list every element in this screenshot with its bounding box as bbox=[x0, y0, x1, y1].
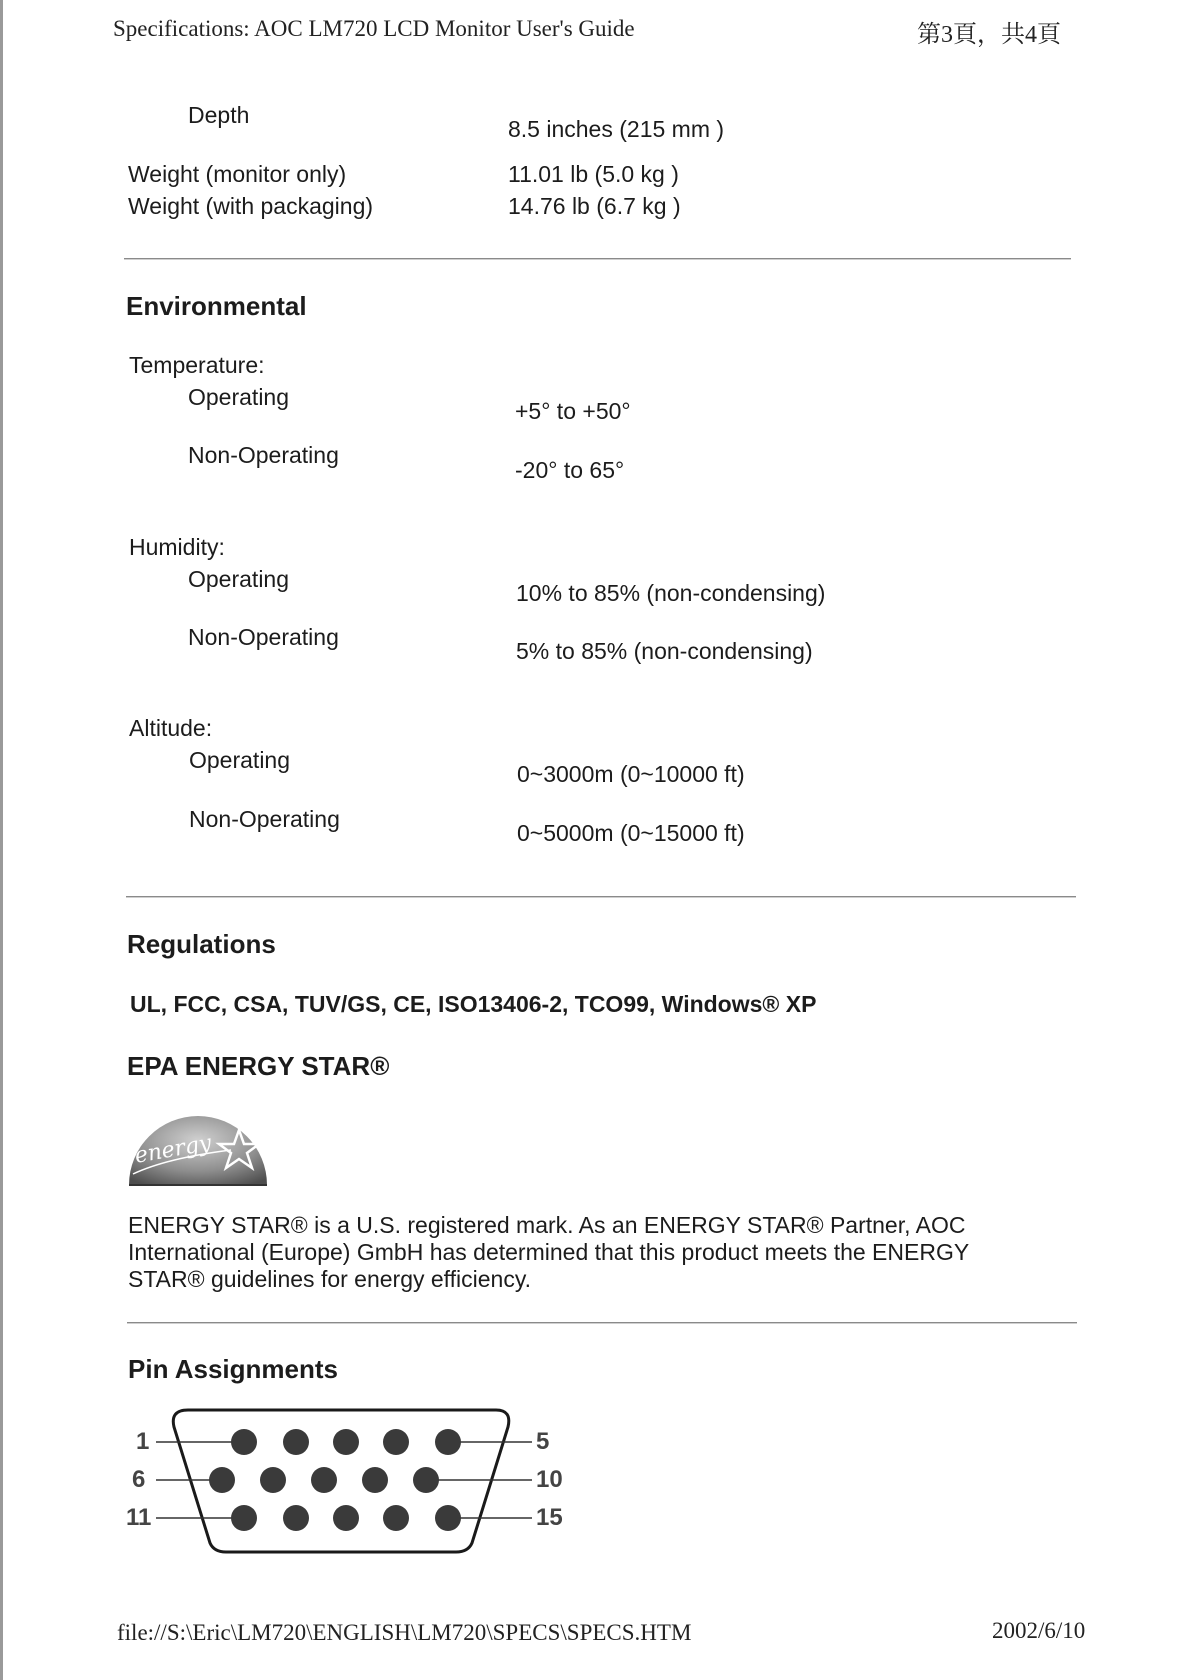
regulations-heading: Regulations bbox=[127, 929, 276, 959]
pin-label-5: 5 bbox=[536, 1428, 550, 1455]
environmental-heading: Environmental bbox=[126, 291, 307, 321]
energy-star-logo bbox=[127, 1114, 269, 1186]
header-title: Specifications: AOC LM720 LCD Monitor User's Guide bbox=[113, 16, 635, 41]
weight-monitor-value: 11.01 lb (5.0 kg ) bbox=[508, 161, 679, 187]
humidity-operating-label: Operating bbox=[188, 566, 290, 592]
humidity-nonoperating-value: 5% to 85% (non-condensing) bbox=[516, 638, 813, 664]
regulations-list: UL, FCC, CSA, TUV/GS, CE, ISO13406-2, TCO99, Windows® XP bbox=[130, 991, 817, 1017]
vga-connector-diagram bbox=[126, 1405, 586, 1557]
section-divider bbox=[126, 896, 1076, 898]
altitude-nonoperating-label: Non-Operating bbox=[189, 806, 340, 832]
altitude-operating-label: Operating bbox=[189, 747, 291, 773]
pin-label-10: 10 bbox=[536, 1466, 563, 1493]
altitude-label: Altitude: bbox=[129, 715, 213, 741]
vga-connector-icon bbox=[126, 1405, 586, 1557]
depth-value: 8.5 inches (215 mm ) bbox=[508, 116, 725, 142]
altitude-nonoperating-value: 0~5000m (0~15000 ft) bbox=[517, 820, 745, 846]
weight-packaging-value: 14.76 lb (6.7 kg ) bbox=[508, 193, 681, 219]
pin-label-1: 1 bbox=[136, 1428, 150, 1455]
temperature-nonoperating-value: -20° to 65° bbox=[515, 457, 625, 483]
weight-monitor-label: Weight (monitor only) bbox=[128, 161, 347, 187]
temperature-operating-label: Operating bbox=[188, 384, 290, 410]
footer-date: 2002/6/10 bbox=[992, 1618, 1086, 1643]
footer-file-path: file://S:\Eric\LM720\ENGLISH\LM720\SPECS\SPECS.HTM bbox=[117, 1620, 692, 1645]
pin-label-15: 15 bbox=[536, 1504, 563, 1531]
energy-star-heading: EPA ENERGY STAR® bbox=[127, 1051, 390, 1081]
depth-label: Depth bbox=[188, 102, 250, 128]
page-number: 第3頁，共4頁 bbox=[917, 22, 1061, 48]
pin-label-6: 6 bbox=[132, 1466, 146, 1493]
weight-packaging-label: Weight (with packaging) bbox=[128, 193, 374, 219]
section-divider bbox=[127, 1322, 1077, 1324]
humidity-operating-value: 10% to 85% (non-condensing) bbox=[516, 580, 826, 606]
temperature-label: Temperature: bbox=[129, 352, 265, 378]
section-divider bbox=[124, 258, 1071, 260]
energy-star-description: ENERGY STAR® is a U.S. registered mark. As an ENERGY STAR® Partner, AOC International (Europe) GmbH has determined that this product meets the ENERGY STAR® guidelines for energy efficiency. bbox=[128, 1212, 969, 1292]
humidity-label: Humidity: bbox=[129, 534, 225, 560]
scan-edge bbox=[0, 0, 3, 1680]
altitude-operating-value: 0~3000m (0~10000 ft) bbox=[517, 761, 745, 787]
pin-assignments-heading: Pin Assignments bbox=[128, 1354, 338, 1384]
temperature-operating-value: +5° to +50° bbox=[515, 398, 631, 424]
humidity-nonoperating-label: Non-Operating bbox=[188, 624, 339, 650]
temperature-nonoperating-label: Non-Operating bbox=[188, 442, 339, 468]
pin-label-11: 11 bbox=[126, 1504, 152, 1531]
energy-logo-text: energy bbox=[132, 1130, 214, 1169]
